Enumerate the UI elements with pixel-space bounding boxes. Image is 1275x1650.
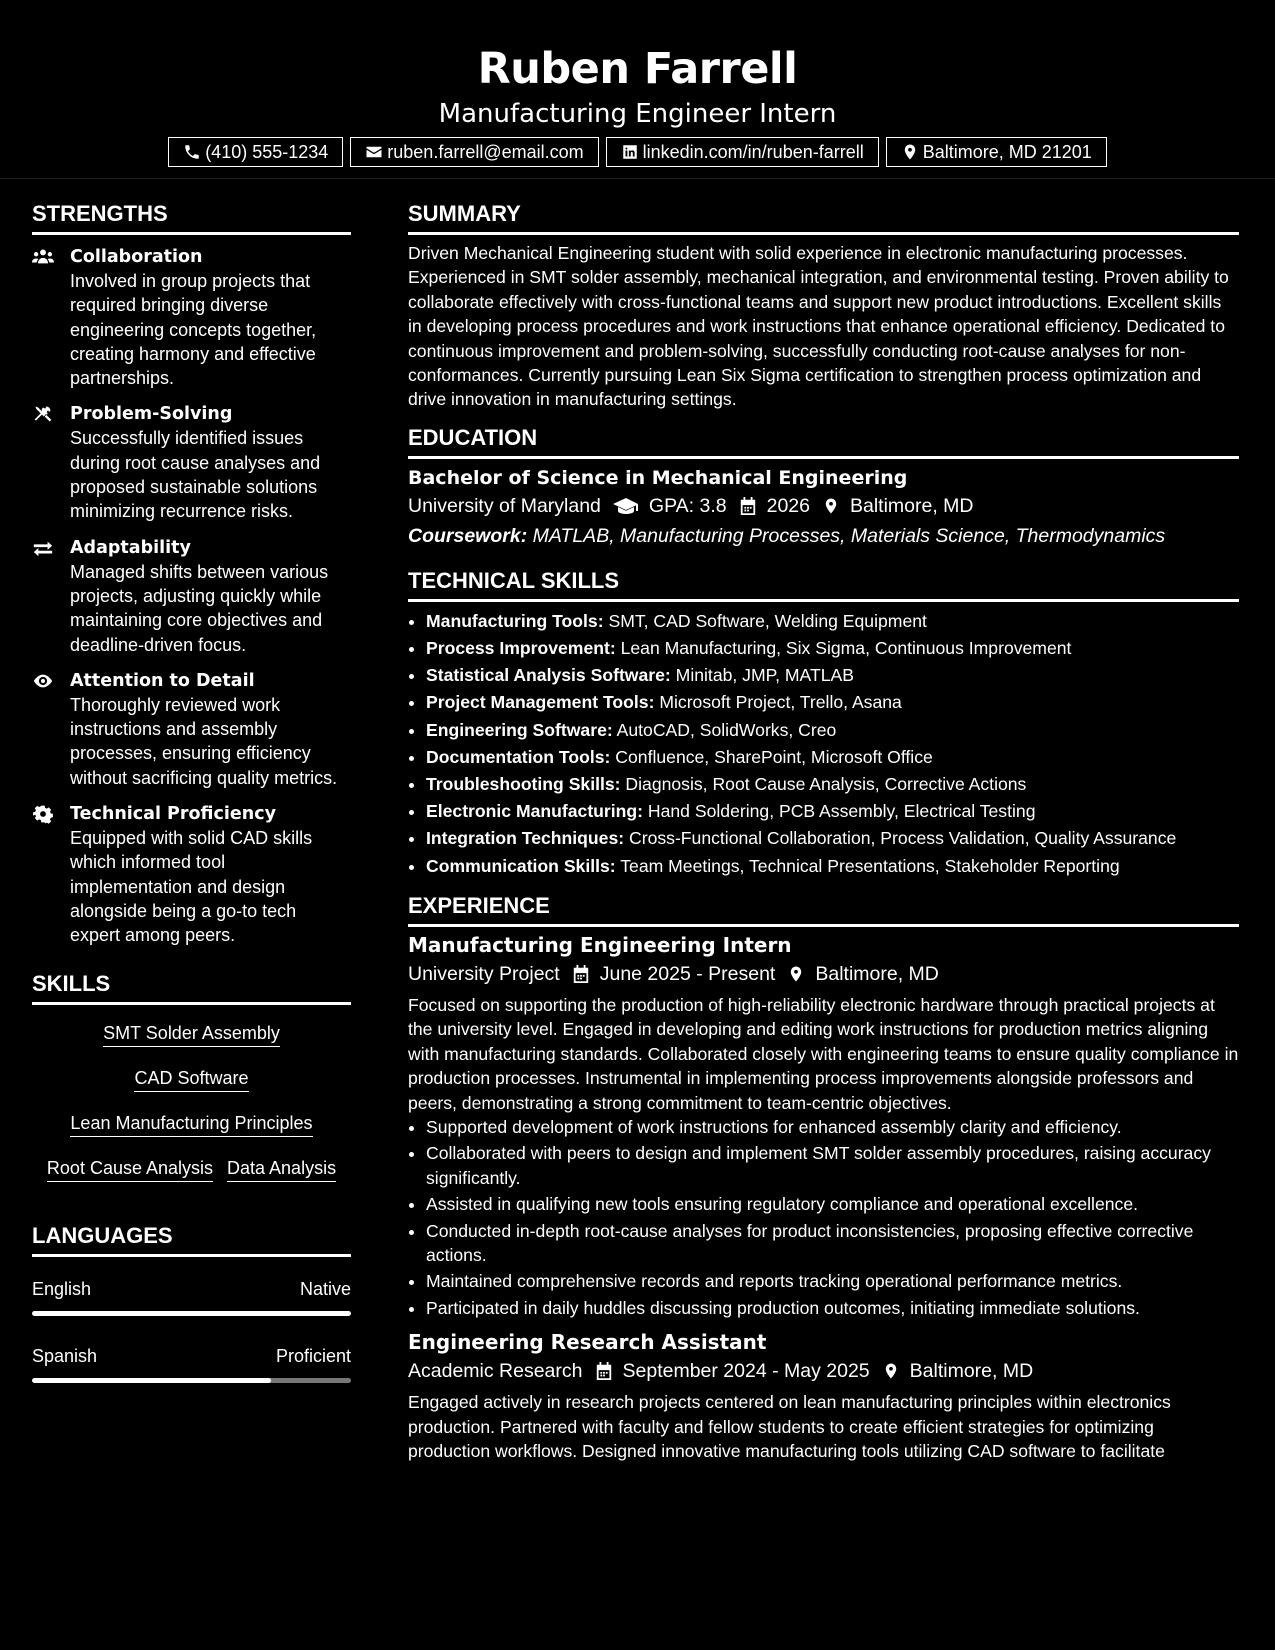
candidate-name: Ruben Farrell: [477, 44, 798, 94]
calendar-icon: [595, 1361, 613, 1381]
skill-label: Integration Techniques:: [426, 828, 625, 849]
technical-skill-item: [426, 771, 1239, 798]
strength-title: Collaboration: [70, 247, 203, 267]
technical-skill-item: [426, 662, 1239, 689]
gpa: GPA: 3.8: [648, 494, 727, 517]
job-location: Baltimore, MD: [909, 1360, 1034, 1383]
skill-tag: CAD Software: [134, 1066, 248, 1092]
skill-label: Communication Skills:: [426, 855, 616, 876]
language-bar-fill: [32, 1378, 271, 1383]
resume-header: [0, 0, 1275, 179]
skills-list: [32, 1015, 351, 1182]
skill-value: Lean Manufacturing, Six Sigma, Continuous Improvement: [620, 638, 1072, 659]
technical-skill-item: [426, 689, 1239, 716]
language-bar-fill: [32, 1311, 351, 1316]
gear-icon: [32, 804, 54, 824]
job-bullet: • Maintained comprehensive records and reports tracking operational performance metrics.: [426, 1269, 1239, 1293]
strength-title: Technical Proficiency: [70, 804, 276, 825]
experience-entry: [408, 931, 1239, 1320]
technical-skill-item: [426, 798, 1239, 825]
job-bullet: • Supported development of work instructions for enhanced assembly clarity and efficiency.: [426, 1115, 1239, 1139]
skill-value: Cross-Functional Collaboration, Process Validation, Quality Assurance: [629, 828, 1177, 849]
graduation-cap-icon: [613, 496, 639, 516]
skill-label: Process Improvement:: [426, 638, 616, 659]
eye-icon: [32, 671, 54, 691]
skill-value: Hand Soldering, PCB Assembly, Electrical Testing: [647, 801, 1036, 822]
technical-skill-item: [426, 825, 1239, 852]
language-level: Proficient: [275, 1345, 351, 1366]
skills-heading: SKILLS: [32, 970, 351, 1005]
contact-email[interactable]: [350, 137, 598, 167]
linkedin-text: linkedin.com/in/ruben-farrell: [642, 141, 864, 162]
technical-skill-item: [426, 635, 1239, 662]
technical-skill-item: [426, 853, 1239, 880]
strength-desc: Thoroughly reviewed work instructions and assembly processes, ensuring efficiency without sacrificing quality metrics.: [70, 694, 338, 788]
map-pin-icon: [901, 143, 919, 161]
graduation-year: 2026: [766, 494, 810, 517]
calendar-icon: [739, 496, 757, 516]
tools-icon: [32, 404, 54, 424]
languages-heading: LANGUAGES: [32, 1222, 351, 1257]
skill-label: Manufacturing Tools:: [426, 610, 604, 631]
strength-title: Problem-Solving: [70, 404, 233, 425]
strength-item: [32, 245, 351, 390]
contact-phone[interactable]: [168, 137, 343, 167]
job-bullet: • Assisted in qualifying new tools ensuring regulatory compliance and operational excellence.: [426, 1192, 1239, 1216]
technical-skill-item: [426, 717, 1239, 744]
linkedin-icon: [621, 143, 639, 161]
language-bar: [32, 1311, 351, 1316]
contact-location: [886, 137, 1107, 167]
skill-label: Documentation Tools:: [426, 746, 611, 767]
users-icon: [32, 247, 54, 267]
map-pin-icon: [787, 964, 805, 984]
job-title: Manufacturing Engineering Intern: [408, 932, 792, 957]
job-dates: September 2024 - May 2025: [622, 1360, 870, 1383]
strength-desc: Equipped with solid CAD skills which informed tool implementation and design alongside being a go-to tech expert among peers.: [70, 828, 313, 946]
email-text: ruben.farrell@email.com: [387, 141, 584, 162]
technical-skill-item: [426, 744, 1239, 771]
technical-skill-item: [426, 608, 1239, 635]
summary-heading: SUMMARY: [408, 200, 1239, 235]
skill-value: SMT, CAD Software, Welding Equipment: [608, 610, 927, 631]
skill-label: Engineering Software:: [426, 719, 613, 740]
phone-text: (410) 555-1234: [205, 141, 329, 162]
education-location: Baltimore, MD: [849, 494, 974, 517]
language-level: Native: [299, 1278, 351, 1299]
skill-value: Team Meetings, Technical Presentations, Stakeholder Reporting: [620, 855, 1120, 876]
strength-title: Attention to Detail: [70, 670, 255, 691]
job-dates: June 2025 - Present: [599, 962, 776, 985]
skill-value: Diagnosis, Root Cause Analysis, Corrective Actions: [625, 774, 1027, 795]
calendar-icon: [572, 964, 590, 984]
map-pin-icon: [882, 1361, 900, 1381]
education-heading: EDUCATION: [408, 424, 1239, 459]
experience-entry: [408, 1328, 1239, 1463]
skill-tag: SMT Solder Assembly: [103, 1021, 280, 1047]
strength-item: [32, 669, 351, 790]
degree-title: Bachelor of Science in Mechanical Engineering: [408, 466, 908, 489]
location-text: Baltimore, MD 21201: [922, 141, 1092, 162]
job-location: Baltimore, MD: [815, 962, 939, 985]
skill-value: AutoCAD, SolidWorks, Creo: [616, 719, 837, 740]
skill-label: Statistical Analysis Software:: [426, 665, 671, 686]
language-name: Spanish: [32, 1345, 98, 1366]
strength-item: [32, 536, 351, 657]
job-org: Academic Research: [408, 1360, 583, 1383]
education-meta: [408, 491, 1239, 521]
coursework: [408, 521, 1239, 551]
phone-icon: [183, 143, 201, 161]
skill-value: Minitab, JMP, MATLAB: [675, 665, 854, 686]
strength-desc: Successfully identified issues during root cause analyses and proposed sustainable solutions minimizing recurrence risks.: [70, 428, 321, 522]
job-org: University Project: [408, 962, 560, 985]
job-bullet: • Conducted in-depth root-cause analyses for product inconsistencies, proposing effective corrective actions.: [426, 1219, 1239, 1268]
strengths-heading: STRENGTHS: [32, 200, 351, 235]
exchange-icon: [32, 538, 54, 558]
job-meta: [408, 1356, 1239, 1386]
technical-skills-heading: TECHNICAL SKILLS: [408, 567, 1239, 602]
candidate-title: Manufacturing Engineer Intern: [438, 99, 837, 129]
skill-label: Electronic Manufacturing:: [426, 801, 644, 822]
job-bullet: • Collaborated with peers to design and implement SMT solder assembly procedures, raising accuracy significantly.: [426, 1141, 1239, 1190]
strength-item: [32, 802, 351, 947]
contact-linkedin[interactable]: [606, 137, 879, 167]
school-name: University of Maryland: [408, 494, 601, 517]
strength-item: [32, 402, 351, 523]
experience-heading: EXPERIENCE: [408, 892, 1239, 927]
strength-desc: Involved in group projects that required bringing diverse engineering concepts together, creating harmony and effective partnerships.: [70, 271, 317, 389]
skill-label: Troubleshooting Skills:: [426, 774, 621, 795]
skill-tag: Lean Manufacturing Principles: [70, 1111, 312, 1137]
skill-value: Microsoft Project, Trello, Asana: [659, 692, 902, 713]
contact-bar: [0, 137, 1275, 167]
summary-text: Driven Mechanical Engineering student with solid experience in electronic manufacturing processes. Experienced in SMT solder assembly, mechanical integration, and environmental testing. Proven ability to collaborate effectively with cross-functional teams and support new product introductions. Excellent skills in developing process procedures and work instructions that enhance operational efficiency. Dedicated to continuous improvement and problem-solving, successfully conducting root-cause analyses for non-conformances. Currently pursuing Lean Six Sigma certification to strengthen process optimization and drive innovation in manufacturing settings.: [408, 243, 1229, 410]
job-title: Engineering Research Assistant: [408, 1330, 767, 1355]
skill-tag: Root Cause Analysis: [47, 1156, 213, 1182]
left-column: [32, 200, 351, 1411]
coursework-list: MATLAB, Manufacturing Processes, Materials Science, Thermodynamics: [532, 524, 1166, 547]
strength-title: Adaptability: [70, 537, 191, 558]
language-bar: [32, 1378, 351, 1383]
strength-desc: Managed shifts between various projects, adjusting quickly while maintaining core objectives and deadline-driven focus.: [70, 561, 329, 655]
technical-skills-list: [408, 608, 1239, 880]
map-pin-icon: [822, 496, 840, 516]
coursework-label: Coursework:: [408, 524, 528, 547]
language-item: [32, 1277, 351, 1316]
job-meta: [408, 959, 1239, 989]
skill-value: Confluence, SharePoint, Microsoft Office: [615, 746, 933, 767]
skill-label: Project Management Tools:: [426, 692, 655, 713]
job-bullet: • Participated in daily huddles discussing production outcomes, initiating immediate solutions.: [426, 1296, 1239, 1320]
language-name: English: [32, 1278, 92, 1299]
skill-tag: Data Analysis: [227, 1156, 336, 1182]
job-description: Focused on supporting the production of high-reliability electronic hardware through practical projects at the university level. Engaged in developing and editing work instructions for production metrics aligning with manufacturing standards. Collaborated closely with engineering teams to ensure quality compliance in production processes. Instrumental in implementing process improvements alongside professors and peers, demonstrating a strong commitment to team-centric objectives.: [408, 994, 1239, 1113]
right-column: [408, 200, 1239, 1463]
language-item: [32, 1344, 351, 1383]
job-bullets: [408, 1115, 1239, 1320]
envelope-icon: [365, 143, 383, 161]
job-description: Engaged actively in research projects centered on lean manufacturing principles within electronics production. Partnered with faculty and fellow students to create efficient strategies for optimizing production workflows. Designed innovative manufacturing tools utilizing CAD software to facilitate: [408, 1392, 1171, 1461]
